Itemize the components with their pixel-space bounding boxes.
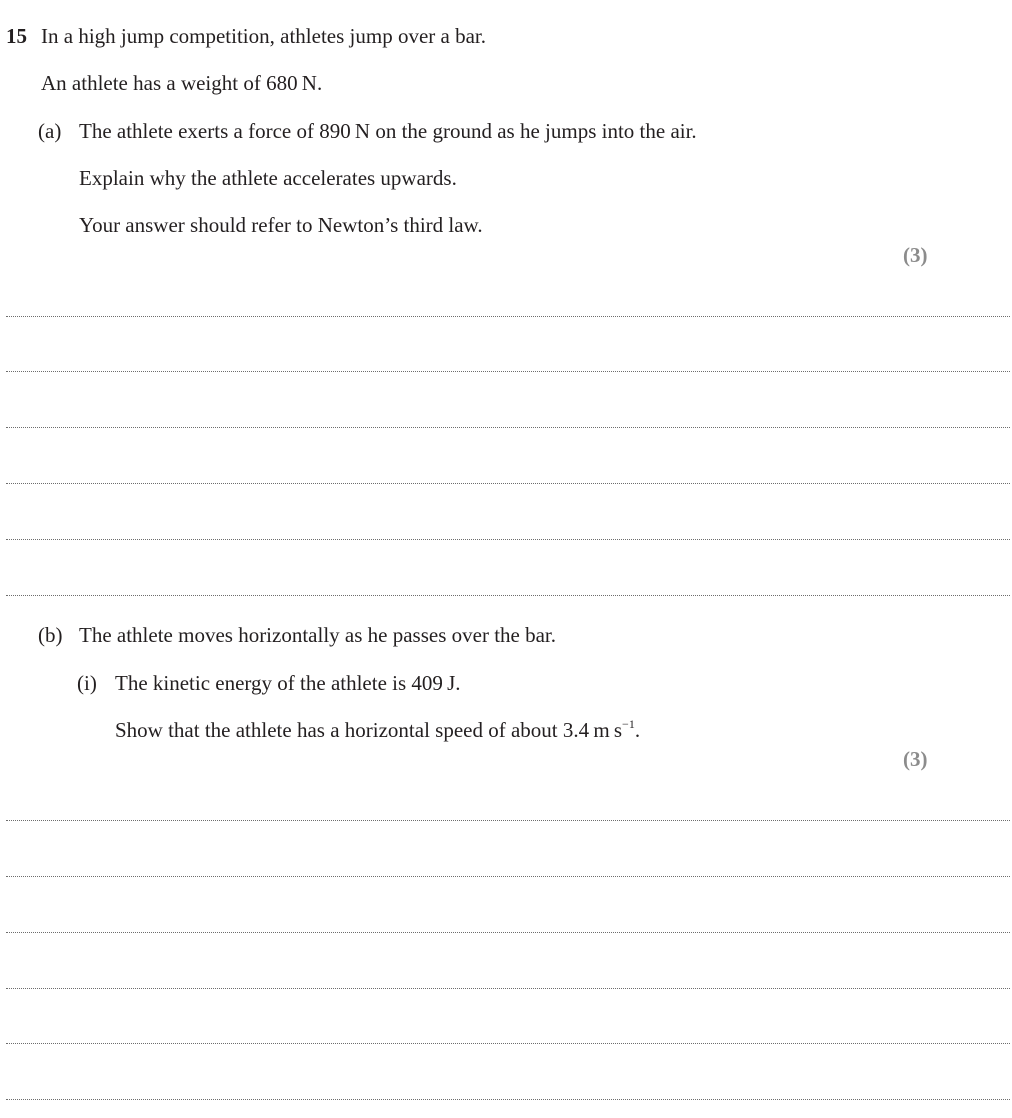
answer-line[interactable] [6, 371, 1010, 372]
part-b-i-line1: The kinetic energy of the athlete is 409 J. [115, 671, 461, 695]
answer-line[interactable] [6, 1043, 1010, 1044]
part-b-i-line2 [115, 717, 641, 742]
part-a-marks: (3) [903, 243, 928, 267]
part-b-i-label: (i) [77, 671, 97, 695]
part-a-line2: Explain why the athlete accelerates upwards. [79, 166, 457, 190]
answer-line[interactable] [6, 932, 1010, 933]
part-b-i-line2-text: Show that the athlete has a horizontal speed of about 3.4 m s [115, 718, 623, 742]
part-b-i-line2-end: . [634, 718, 641, 742]
answer-line[interactable] [6, 316, 1010, 317]
answer-line[interactable] [6, 595, 1010, 596]
question-number: 15 [6, 24, 27, 48]
part-b-i-marks: (3) [903, 747, 928, 771]
answer-line[interactable] [6, 427, 1010, 428]
answer-line[interactable] [6, 876, 1010, 877]
part-b-line1: The athlete moves horizontally as he passes over the bar. [79, 623, 557, 647]
answer-line[interactable] [6, 988, 1010, 989]
part-a-label: (a) [38, 119, 62, 143]
part-a-line1: The athlete exerts a force of 890 N on the ground as he jumps into the air. [79, 119, 697, 143]
answer-line[interactable] [6, 483, 1010, 484]
answer-line[interactable] [6, 820, 1010, 821]
answer-line[interactable] [6, 1099, 1010, 1100]
unit-exponent: −1 [622, 717, 635, 731]
part-a-line3: Your answer should refer to Newton’s third law. [79, 213, 483, 237]
question-weight-line: An athlete has a weight of 680 N. [41, 71, 323, 95]
part-b-label: (b) [38, 623, 63, 647]
question-intro: In a high jump competition, athletes jump over a bar. [41, 24, 486, 48]
answer-line[interactable] [6, 539, 1010, 540]
